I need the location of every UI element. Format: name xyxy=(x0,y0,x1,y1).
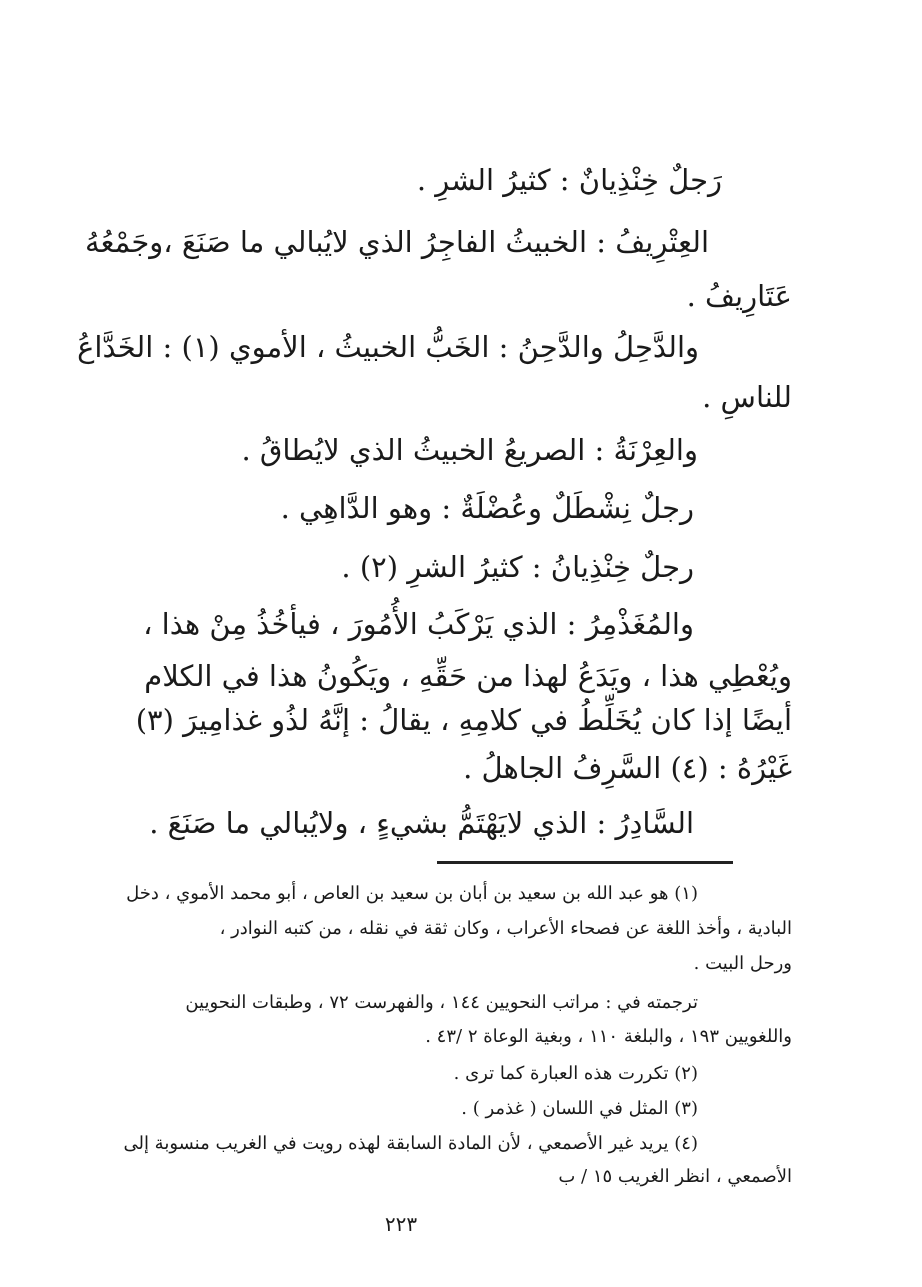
main-line: عَتَارِيفُ . xyxy=(686,279,792,313)
main-line: غَيْرُهُ : (٤) السَّرِفُ الجاهلُ . xyxy=(463,751,792,785)
footnote-line: البادية ، وأخذ اللغة عن فصحاء الأعراب ، وكان ثقة في نقله ، من كتبه النوادر ، xyxy=(219,918,792,939)
main-line: رجلٌ نِشْطَلٌ وعُضْلَةٌ : وهو الدَّاهِي . xyxy=(280,491,694,525)
footnote-line: (٢) تكررت هذه العبارة كما ترى . xyxy=(453,1063,698,1084)
footnote-line: ترجمته في : مراتب النحويين ١٤٤ ، والفهرست ٧٢ ، وطبقات النحويين xyxy=(185,992,698,1013)
footnote-line: الأصمعي ، انظر الغريب ١٥ / ب xyxy=(558,1166,792,1187)
footnote-separator xyxy=(437,861,733,864)
footnote-line: واللغويين ١٩٣ ، والبلغة ١١٠ ، وبغية الوعاة ٢ /٤٣ . xyxy=(425,1026,792,1047)
footnote-line: (٣) المثل في اللسان ( غذمر ) . xyxy=(461,1098,698,1119)
main-line: أيضًا إذا كان يُخَلِّطُ في كلامِهِ ، يقالُ : إنَّهُ لذُو غذامِيرَ (٣) xyxy=(135,703,792,737)
main-line: للناسِ . xyxy=(702,380,792,414)
main-line: رَجلٌ خِنْذِيانٌ : كثيرُ الشرِ . xyxy=(416,163,722,197)
footnote-line: (٤) يريد غير الأصمعي ، لأن المادة السابقة لهذه رويت في الغريب منسوبة إلى xyxy=(123,1133,698,1154)
main-line: العِتْرِيفُ : الخبيثُ الفاجِرُ الذي لايُبالي ما صَنَعَ ،وجَمْعُهُ xyxy=(85,225,709,259)
footnote-line: (١) هو عبد الله بن سعيد بن أبان بن سعيد بن العاص ، أبو محمد الأموي ، دخل xyxy=(126,883,698,904)
page-number: ٢٢٣ xyxy=(384,1212,418,1236)
main-line: رجلٌ خِنْذِيانُ : كثيرُ الشرِ (٢) . xyxy=(341,550,694,584)
main-line: السَّادِرُ : الذي لايَهْتَمُّ بشيءٍ ، ولايُبالي ما صَنَعَ . xyxy=(149,806,694,840)
main-line: ويُعْطِي هذا ، ويَدَعُ لهذا من حَقِّهِ ، ويَكُونُ هذا في الكلام xyxy=(144,659,792,693)
main-line: والدَّحِلُ والدَّحِنُ : الخَبُّ الخبيثُ ، الأموي (١) : الخَدَّاعُ xyxy=(77,330,699,364)
main-line: والمُغَذْمِرُ : الذي يَرْكَبُ الأُمُورَ ، فيأخُذُ مِنْ هذا ، xyxy=(143,607,694,641)
footnote-line: ورحل البيت . xyxy=(693,953,792,974)
main-line: والعِرْنَةُ : الصريعُ الخبيثُ الذي لايُطاقُ . xyxy=(241,433,698,467)
